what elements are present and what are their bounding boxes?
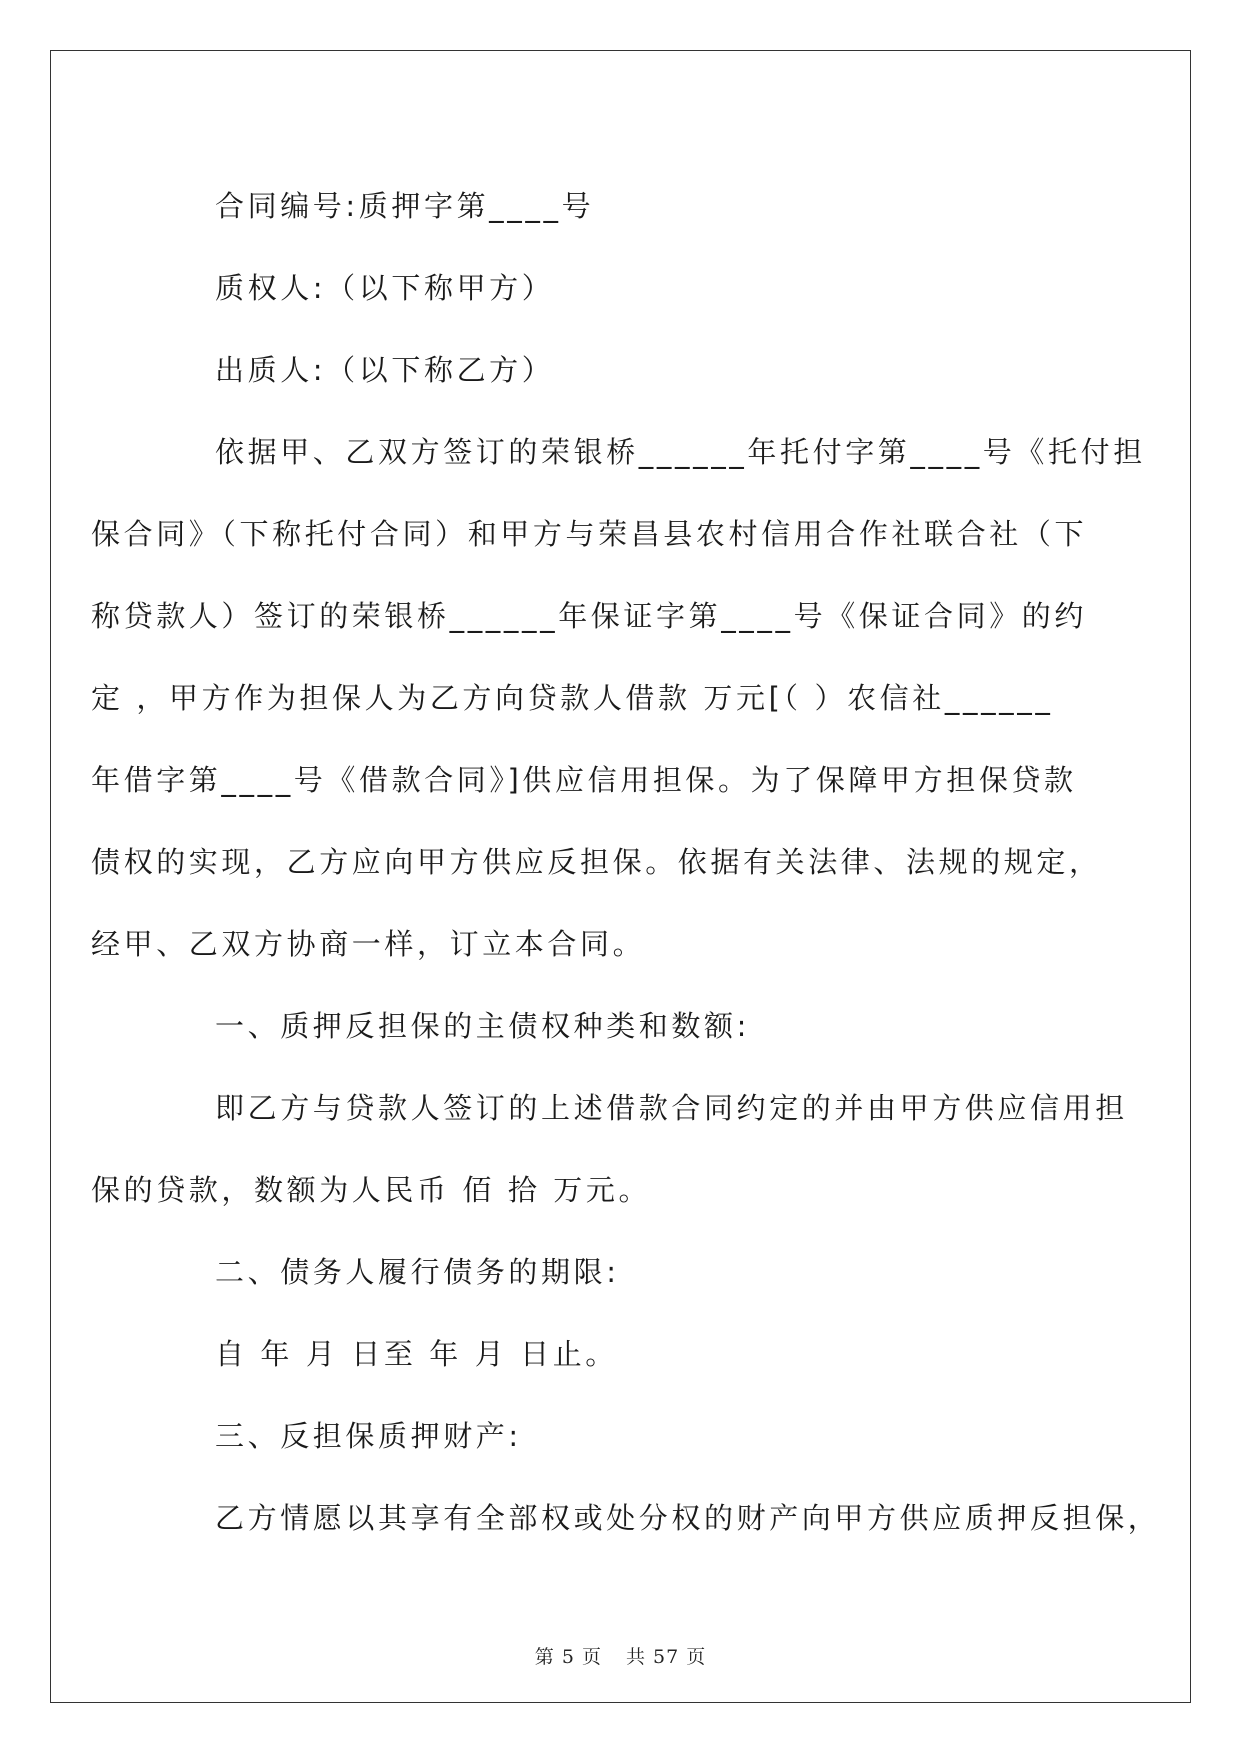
text-line: 三、反担保质押财产: (215, 1419, 522, 1453)
section-heading-2 (153, 1231, 1088, 1313)
text-line: 称贷款人）签订的荣银桥______年保证字第____号《保证合同》的约 (91, 599, 1088, 633)
document-body (91, 165, 1161, 1559)
pledgor-line (153, 329, 1088, 411)
text-line: 一、质押反担保的主债权种类和数额: (215, 1009, 750, 1043)
text-line: 年借字第____号《借款合同》]供应信用担保。为了保障甲方担保贷款 (91, 763, 1077, 797)
text-line: 依据甲、乙双方签订的荣银桥______年托付字第____号《托付担 (215, 435, 1146, 469)
text-line: 即乙方与贷款人签订的上述借款合同约定的并由甲方供应信用担 (215, 1091, 1128, 1125)
text-line: 自 年 月 日至 年 月 日止。 (215, 1337, 618, 1371)
preamble-paragraph (91, 411, 1146, 985)
page-total: 共 57 页 (625, 1646, 707, 1668)
page-footer (0, 1642, 1241, 1669)
contract-number (153, 165, 1088, 247)
section-body-2 (153, 1313, 1088, 1395)
text-line: 定 ，甲方作为担保人为乙方向贷款人借款 万元[（ ）农信社______ (91, 681, 1054, 715)
text-line: 二、债务人履行债务的期限: (215, 1255, 620, 1289)
text-line: 合同编号:质押字第____号 (215, 189, 595, 223)
pledgee-line (153, 247, 1088, 329)
text-line: 出质人:（以下称乙方） (215, 353, 555, 387)
text-line: 质权人:（以下称甲方） (215, 271, 555, 305)
section-body-3 (153, 1477, 1161, 1559)
page-number: 第 5 页 (534, 1646, 602, 1668)
text-line: 保的贷款，数额为人民币 佰 拾 万元。 (91, 1173, 652, 1207)
text-line: 经甲、乙双方协商一样，订立本合同。 (91, 927, 646, 961)
text-line: 乙方情愿以其享有全部权或处分权的财产向甲方供应质押反担保， (215, 1501, 1161, 1535)
section-body-1 (91, 1067, 1128, 1231)
section-heading-1 (153, 985, 1088, 1067)
text-line: 保合同》（下称托付合同）和甲方与荣昌县农村信用合作社联合社（下 (91, 517, 1088, 551)
section-heading-3 (153, 1395, 1088, 1477)
text-line: 债权的实现，乙方应向甲方供应反担保。依据有关法律、法规的规定， (91, 845, 1102, 879)
